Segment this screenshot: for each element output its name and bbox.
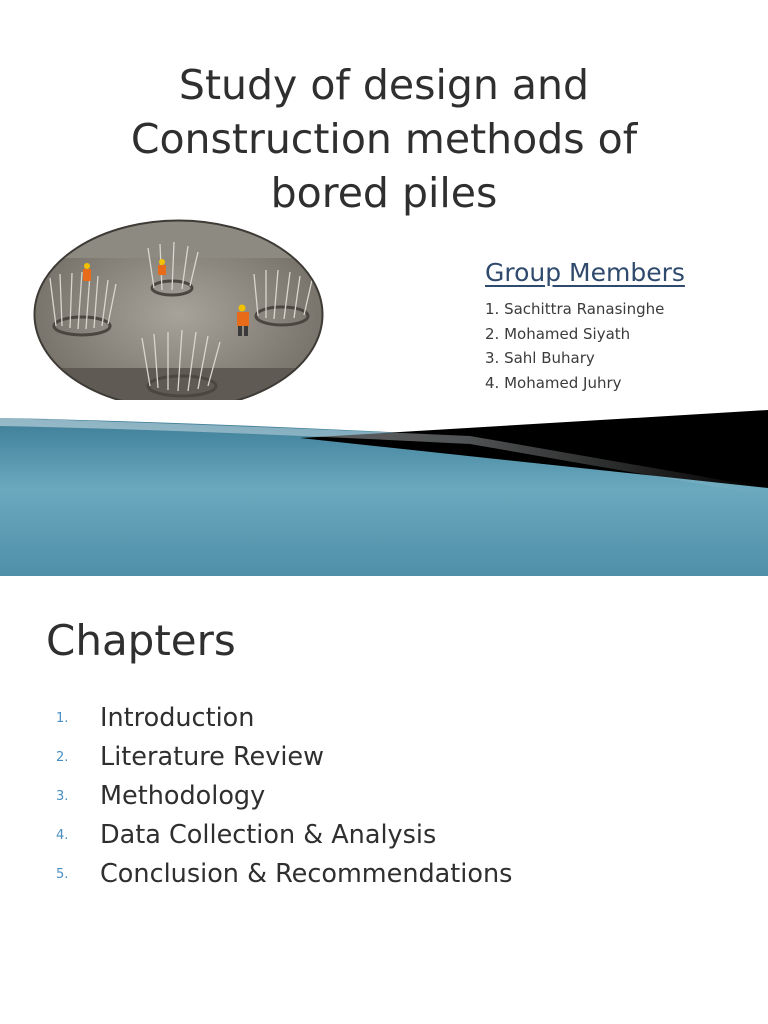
chapter-label: Methodology	[100, 781, 266, 811]
chapter-item	[56, 698, 512, 737]
chapter-item	[56, 854, 512, 893]
chapters-title: Chapters	[46, 616, 236, 665]
chapter-item	[56, 815, 512, 854]
title-line-1: Study of design and	[178, 61, 590, 109]
chapter-number: 1.	[56, 711, 69, 726]
chapter-number: 4.	[56, 828, 69, 843]
title-line-2: Construction methods of	[130, 115, 638, 163]
construction-site-photo	[32, 218, 325, 411]
chapter-number: 5.	[56, 867, 69, 882]
decorative-wave-band	[0, 400, 768, 576]
member-item: 2. Mohamed Siyath	[485, 324, 631, 343]
group-members-heading: Group Members	[485, 258, 685, 287]
chapter-item	[56, 776, 512, 815]
chapter-number: 2.	[56, 750, 69, 765]
slide-title	[60, 58, 708, 220]
chapter-label: Introduction	[100, 703, 255, 733]
chapter-number: 3.	[56, 789, 69, 804]
chapter-label: Literature Review	[100, 742, 324, 772]
chapter-item	[56, 737, 512, 776]
chapters-list	[56, 698, 512, 893]
member-item: 3. Sahl Buhary	[485, 349, 595, 368]
chapter-label: Data Collection & Analysis	[100, 820, 437, 850]
chapter-label: Conclusion & Recommendations	[100, 859, 513, 889]
member-item: 1. Sachittra Ranasinghe	[485, 300, 665, 318]
title-line-3: bored piles	[270, 169, 498, 217]
member-item: 4. Mohamed Juhry	[485, 373, 622, 392]
